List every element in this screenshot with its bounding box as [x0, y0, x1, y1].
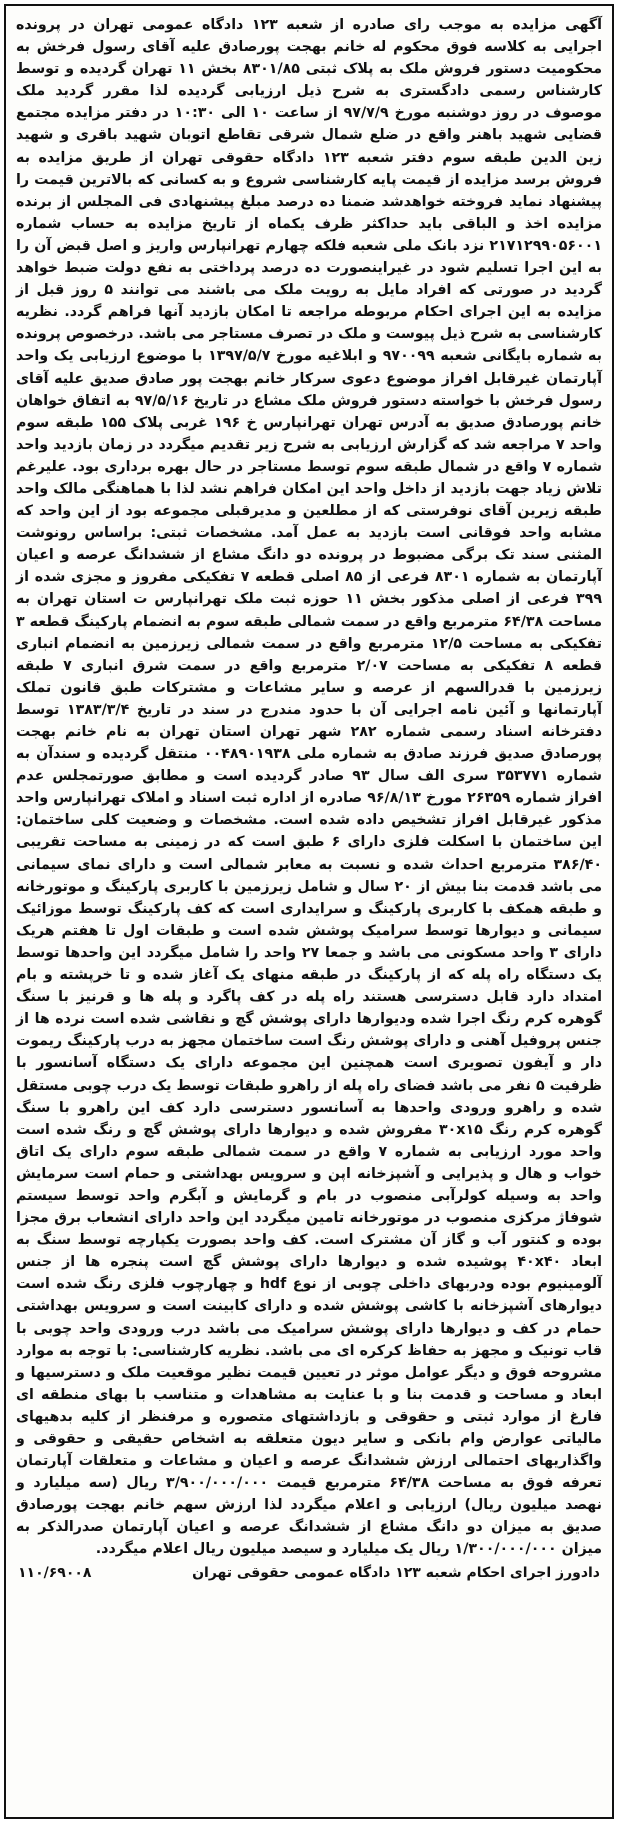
notice-footer	[16, 1565, 602, 1581]
notice-signature: دادورز اجرای احکام شعبه ۱۲۳ دادگاه عمومی حقوقی تهران	[192, 1564, 600, 1581]
notice-body: آگهی مزایده به موجب رای صادره از شعبه ۱۲۳ دادگاه عمومی تهران در پرونده اجرایی به کلاسه فوق محکوم له خانم بهجت پورصادق علیه آقای رسول فرخش به محکومیت دستور فروش ملک به پلاک ثبتی ۸۳۰۱/۸۵ بخش ۱۱ تهران گردیده و توسط کارشناس رسمی دادگستری به شرح ذیل ارزیابی گردیده لذا مقرر گردید ملک موصوف در روز دوشنبه مورخ ۹۷/۷/۹ از ساعت ۱۰ الی ۱۰:۳۰ در دفتر مزایده مجتمع قضایی شهید باهنر واقع در ضلع شمال شرقی تقاطع اتوبان شهید باقری و شهید زین الدین طبقه سوم دفتر شعبه ۱۲۳ دادگاه حقوقی تهران از طریق مزایده به فروش برسد مزایده از قیمت پایه کارشناسی شروع و به کسانی که بالاترین قیمت را پیشنهاد نماید فروخته خواهدشد ضمنا ده درصد مبلغ پیشنهادی فی المجلس از برنده مزایده اخذ و الباقی باید حداکثر ظرف یکماه از تاریخ مزایده به حساب شماره ۲۱۷۱۲۹۹۰۵۶۰۰۱ نزد بانک ملی شعبه فلکه چهارم تهرانپارس واریز و اصل قبض آن را به این اجرا تسلیم شود در غیراینصورت ده درصد پرداختی به نفع دولت ضبط خواهد گردید در صورتی که افراد مایل به رویت ملک می باشند می توانند ۵ روز قبل از مزایده به این اجرای احکام مربوطه مراجعه تا امکان بازدید آنها فراهم گردد. نظریه کارشناسی به شرح ذیل پیوست و ملک در تصرف مستاجر می باشد. درخصوص پرونده به شماره بایگانی شعبه ۹۷۰۰۹۹ و ابلاغیه مورخ ۱۳۹۷/۵/۷ با موضوع ارزیابی یک واحد آپارتمان غیرقابل افراز موضوع دعوی سرکار خانم بهجت پور صادق صدیق علیه آقای رسول فرخش با خواسته دستور فروش ملک مشاع در تاریخ ۹۷/۵/۱۶ به اتفاق خواهان خانم پورصادق صدیق به آدرس تهران تهرانپارس خ ۱۹۶ غربی پلاک ۱۵۵ طبقه سوم واحد ۷ مراجعه شد که گزارش ارزیابی به شرح زیر تقدیم میگردد در زمان بازدید واحد شماره ۷ واقع در شمال طبقه سوم توسط مستاجر در حال بهره برداری بود. علیرغم تلاش زیاد جهت بازدید از داخل واحد این امکان فراهم نشد لذا با هماهنگی مالک واحد طبقه زیرین آقای نوفرستی که از مطلعین و مدیرقبلی مجموعه بود از این واحد که مشابه واحد فوقانی است بازدید به عمل آمد. مشخصات ثبتی: براساس رونوشت المثنی سند تک برگی مضبوط در پرونده دو دانگ مشاع از ششدانگ عرصه و اعیان آپارتمان به شماره ۸۳۰۱ فرعی از ۸۵ اصلی قطعه ۷ تفکیکی مفروز و مجزی شده از ۳۹۹ فرعی از اصلی مذکور بخش ۱۱ حوزه ثبت ملک تهرانپارس ت استان تهران به مساحت ۶۴/۳۸ مترمربع واقع در سمت شمالی طبقه سوم به انضمام پارکینگ قطعه ۳ تفکیکی به مساحت ۱۲/۵ مترمربع واقع در سمت شمالی زیرزمین به انضمام انباری قطعه ۸ تفکیکی به مساحت ۲/۰۷ مترمربع واقع در سمت شرق انباری ۷ طبقه زیرزمین با قدرالسهم از عرصه و سایر مشاعات و مشترکات طبق قانون تملک آپارتمانها و آئین نامه اجرایی آن با حدود مندرج در سند در تاریخ ۱۳۸۳/۳/۴ توسط دفترخانه اسناد رسمی شماره ۲۸۲ شهر تهران استان تهران به نام خانم بهجت پورصادق صدیق فرزند صادق به شماره ملی ۰۰۴۸۹۰۱۹۳۸ منتقل گردیده و سندآن به شماره ۳۵۳۷۷۱ سری الف سال ۹۳ صادر گردیده است و مطابق صورتمجلس عدم افراز شماره ۲۶۳۵۹ مورخ ۹۶/۸/۱۳ صادره از اداره ثبت اسناد و املاک تهرانپارس واحد مذکور غیرقابل افراز تشخیص داده شده است. مشخصات و وضعیت کلی ساختمان: این ساختمان با اسکلت فلزی دارای ۶ طبق است که در زمینی به مساحت تقریبی ۳۸۶/۴۰ مترمربع احداث شده و نسبت به معابر شمالی است و دارای نمای سیمانی می باشد قدمت بنا بیش از ۲۰ سال و شامل زیرزمین با کاربری پارکینگ و موتورخانه و طبقه همکف با کاربری پارکینگ و سرایداری است که کف پارکینگ توسط موزائیک سیمانی و دیوارها توسط سرامیک پوشش شده است و طبقات اول تا هفتم هریک دارای ۳ واحد مسکونی می باشد و جمعا ۲۷ واحد را شامل میگردد این واحدها توسط یک دستگاه راه پله که از پارکینگ در طبقه منهای یک آغاز شده و تا خرپشته و بام امتداد دارد قابل دسترسی هستند راه پله در کف پاگرد و پله ها و قرنیز با سنگ گوهره کرم رنگ اجرا شده ودیوارها دارای پوشش گچ و نقاشی شده است نرده ها از جنس پروفیل آهنی و دارای پوشش رنگ است ساختمان مجهز به درب پارکینگ ریموت دار و آیفون تصویری است همچنین این مجموعه دارای یک دستگاه آسانسور با ظرفیت ۵ نفر می باشد فضای راه پله از راهرو طبقات توسط یک درب چوبی مستقل شده و راهرو ورودی واحدها به آسانسور دسترسی دارد کف این راهرو با سنگ گوهره کرم رنگ ۳۰x۱۵ مفروش شده و دیوارها دارای پوشش گچ و رنگ شده است واحد مورد ارزیابی به شماره ۷ واقع در سمت شمالی طبقه سوم دارای یک اتاق خواب و هال و پذیرایی و آشپزخانه اپن و سرویس بهداشتی و حمام است سرمایش واحد به وسیله کولرآبی منصوب در بام و گرمایش و آبگرم واحد توسط سیستم شوفاژ مرکزی منصوب در موتورخانه تامین میگردد این واحد دارای انشعاب برق مجزا بوده و کنتور آب و گاز آن مشترک است. کف واحد بصورت یکپارچه توسط سنگ به ابعاد ۴۰x۴۰ پوشیده شده و دیوارها دارای پوشش گچ است پنجره ها از جنس آلومینیوم بوده ودربهای داخلی چوبی از نوع hdf و چهارچوب فلزی رنگ شده است دیوارهای آشپزخانه با کاشی پوشش شده و دارای کابینت است و سرویس بهداشتی حمام در کف و دیوارها دارای پوشش سرامیک می باشد درب ورودی واحد چوبی با قاب تونیک و مجهز به حفاظ کرکره ای می باشد. نظریه کارشناسی: با توجه به موارد مشروحه فوق و دیگر عوامل موثر در تعیین قیمت نظیر موقعیت ملک و دسترسیها و ابعاد و مساحت و قدمت بنا و با عنایت به مشاهدات و متناسب با بهای منطقه ای فارغ از موارد ثبتی و حقوقی و بازداشتهای متصوره و مرفنظر از کلیه بدهیهای مالیاتی عوارض وام بانکی و سایر دیون متعلقه به اشخاص حقیقی و حقوقی و واگذاریهای احتمالی ارزش ششدانگ عرصه و اعیان و مشاعات و متعلقات آپارتمان تعرفه فوق به مساحت ۶۴/۳۸ مترمربع قیمت ۳/۹۰۰/۰۰۰/۰۰۰ ریال (سه میلیارد و نهصد میلیون ریال) ارزیابی و اعلام میگردد لذا ارزش سهم خانم بهجت پورصادق صدیق به میزان دو دانگ مشاع از ششدانگ عرصه و اعیان آپارتمان صدرالذکر به میزان ۱/۳۰۰/۰۰۰/۰۰۰ ریال یک میلیارد و سیصد میلیون ریال اعلام میگردد.	[16, 17, 603, 1558]
notice-reference-number: ۱۱۰/۶۹۰۰۸	[18, 1564, 92, 1581]
notice-frame	[4, 4, 614, 1819]
